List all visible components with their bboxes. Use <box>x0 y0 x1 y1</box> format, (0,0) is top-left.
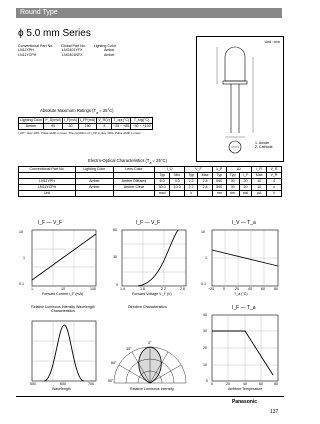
table-cell: 30 <box>226 185 239 191</box>
chart-plot <box>198 305 284 393</box>
table-cell: 4 <box>266 185 281 191</box>
angle-tick: 30° <box>126 347 132 351</box>
table-cell: 20 <box>239 179 252 185</box>
table-cell <box>76 191 114 197</box>
x-tick: 80 <box>274 382 278 386</box>
table-cell: Amber <box>19 124 44 130</box>
x-tick: 0 <box>211 382 213 386</box>
table-cell: 2.2 <box>185 185 198 191</box>
table-cell: Amber <box>76 179 114 185</box>
unit-label: Unit : mm <box>264 40 280 44</box>
eo-title-end: = 25°C) <box>151 158 167 163</box>
x-tick: 80 <box>274 287 278 291</box>
dimension-drawing-box <box>196 36 284 162</box>
pin-labels <box>255 141 273 150</box>
x-tick: 600 <box>60 382 66 386</box>
table-cell <box>113 191 154 197</box>
x-tick: 500 <box>30 382 36 386</box>
x-tick: 100 <box>90 287 96 291</box>
part-list-header: Global Part No. <box>61 44 86 48</box>
table-header: Min <box>170 173 185 179</box>
eo-title-sub: a <box>149 160 152 165</box>
table-cell: −30 ~ +100 <box>132 124 151 128</box>
y-tick: 0 <box>116 283 118 287</box>
x-tick: 10 <box>61 287 65 291</box>
table-cell: μA <box>252 191 267 197</box>
table-header: T_opr(°C) <box>113 118 130 122</box>
table-cell: Amber Clear <box>113 185 154 191</box>
pin-label: 2. Cathode <box>255 145 273 150</box>
table-cell: V <box>266 191 281 197</box>
part-list-cell: LNG401NFX <box>62 52 83 57</box>
chart-title: Directive Characteristics <box>128 305 167 309</box>
angle-tick: 90° <box>108 379 114 383</box>
y-tick: 10 <box>201 230 205 234</box>
series-title: ϕ 5.0 mm Series <box>18 28 91 39</box>
table-cell: LN11YCPH <box>19 185 76 191</box>
part-list-cell: LN11YCPH <box>18 52 37 57</box>
table-cell: mA <box>239 191 252 197</box>
table-cell: 10 <box>252 179 267 185</box>
table-header: V_R <box>266 167 281 173</box>
table-header: I_R <box>252 167 267 173</box>
abs-max-table <box>18 117 153 130</box>
x-tick: 2.6 <box>180 287 185 291</box>
part-list-cell: Amber <box>104 52 115 57</box>
table-header: Max <box>252 173 267 179</box>
table-header: Conventional Part No. <box>19 167 76 173</box>
x-tick: 40 <box>248 287 252 291</box>
x-tick: 2.2 <box>161 287 166 291</box>
table-header: λ_P <box>212 167 226 173</box>
page-header-bar <box>16 8 282 18</box>
table-cell: 2.8 <box>198 185 213 191</box>
y-tick: 0 <box>206 379 208 383</box>
chart-wavelength <box>18 305 102 393</box>
table-cell: 2.2 <box>185 179 198 185</box>
table-cell: 590 <box>212 185 226 191</box>
y-tick: 0.1 <box>201 282 206 286</box>
table-cell: Unit <box>19 191 76 197</box>
abs-max-title-end: = 25°C) <box>98 108 114 113</box>
x-tick: −20 <box>208 287 215 291</box>
abs-max-note: I_FP : duty 10%. Pulse width 1 msec. The condition of I_FP is duty 10%, Pulse width 1 msec. <box>18 131 142 135</box>
table-header: V_R <box>266 173 281 179</box>
y-tick: 60 <box>113 228 117 232</box>
table-header: Lighting Color <box>76 167 114 173</box>
table-header: T_stg(°C) <box>131 118 152 124</box>
chart-luminous-vs-current <box>18 220 102 298</box>
x-axis-label: Relative Luminous Intensity <box>130 387 174 391</box>
table-header: Δλ <box>226 167 252 173</box>
table-cell: 150 <box>78 124 96 130</box>
table-header: P_D(mW) <box>45 118 61 122</box>
y-tick: 1 <box>23 256 25 260</box>
table-cell: mcd <box>155 191 170 197</box>
x-axis-label: Forward Current I_F (mA) <box>42 292 84 296</box>
table-header: V_F <box>185 167 213 173</box>
table-header: I_F <box>239 173 252 179</box>
table-cell <box>170 191 185 197</box>
x-tick: 0 <box>223 287 225 291</box>
part-list-cell: LN11YPH <box>18 48 34 53</box>
part-list-header: Conventional Part No. <box>18 44 54 48</box>
table-header: Lighting Color <box>20 118 43 122</box>
table-cell: 8.0 <box>155 179 170 185</box>
table-header: Typ <box>212 173 226 179</box>
table-header: Typ <box>226 173 239 179</box>
table-cell: 590 <box>212 179 226 185</box>
page-header-title: Round Type <box>20 9 58 16</box>
table-cell: 30.0 <box>155 185 170 191</box>
eo-title <box>88 158 167 165</box>
brand-logo: Panasonic <box>232 399 258 405</box>
abs-max-title-text: Absolute Maximum Ratings (T <box>40 108 97 113</box>
chart-current-vs-temperature <box>198 305 284 393</box>
table-cell: 2.8 <box>198 179 213 185</box>
x-tick: 1.4 <box>120 287 125 291</box>
x-axis-label: Forward Voltage V_F (V) <box>132 292 172 296</box>
y-tick: 30 <box>203 329 207 333</box>
y-tick: 10 <box>19 230 23 234</box>
table-header: Max <box>198 173 213 179</box>
chart-current-vs-voltage <box>108 220 192 298</box>
y-tick: 20 <box>203 346 207 350</box>
table-cell: 4 <box>97 124 112 130</box>
table-cell: Amber Diffused <box>113 179 154 185</box>
chart-directive <box>108 305 192 393</box>
angle-tick: 60° <box>111 361 117 365</box>
x-tick: 1.8 <box>140 287 145 291</box>
x-tick: 20 <box>235 287 239 291</box>
chart-plot <box>108 305 192 393</box>
table-cell: nm <box>226 191 239 197</box>
chart-title: I_F — V_F <box>38 220 63 226</box>
abs-max-title <box>40 108 114 115</box>
part-list-cell: Amber <box>104 48 115 53</box>
part-list-header: Lighting Color <box>93 44 116 48</box>
x-axis-label: Ambient Temperature <box>228 387 263 391</box>
y-tick: 30 <box>113 255 117 259</box>
table-cell: 10 <box>252 185 267 191</box>
y-tick: 1 <box>205 256 207 260</box>
table-cell <box>198 191 213 197</box>
chart-title: I_F — V_F <box>136 220 161 226</box>
table-cell: LN11YPH <box>19 179 76 185</box>
table-cell: 90 <box>44 124 63 130</box>
table-header: Typ <box>185 173 198 179</box>
table-cell: Amber <box>76 185 114 191</box>
y-tick: 40 <box>203 313 207 317</box>
table-cell: 30 <box>62 124 78 130</box>
table-cell: 4 <box>266 179 281 185</box>
chart-title: Relative Luminous Intensity Wavelength Characteristics <box>31 305 95 314</box>
chart-plot <box>18 305 102 393</box>
y-tick: 0.1 <box>19 282 24 286</box>
table-cell: 30 <box>226 179 239 185</box>
x-tick: 60 <box>259 382 263 386</box>
table-header: I_F(mA) <box>63 118 77 122</box>
eo-title-text: Electro-Optical Characteristics (T <box>88 158 150 163</box>
footer-divider <box>16 396 284 397</box>
part-list-cell: LNG401YFX <box>62 48 83 53</box>
x-axis-label: T_a (°C) <box>234 292 248 296</box>
table-header: Typ <box>155 173 170 179</box>
x-axis-label: Wavelength <box>52 387 71 391</box>
y-tick: 10 <box>203 363 207 367</box>
chart-title: I_V — T_a <box>232 220 256 226</box>
x-tick: 20 <box>226 382 230 386</box>
table-header: I_O <box>155 167 185 173</box>
page-number: 137 <box>270 409 279 415</box>
x-tick: 1 <box>31 287 33 291</box>
x-tick: 700 <box>88 382 94 386</box>
table-cell: 10.0 <box>170 185 185 191</box>
part-list <box>18 44 116 57</box>
table-cell: −25 ~ +85 <box>113 124 130 128</box>
chart-title: I_F — T_a <box>232 305 256 311</box>
table-cell: V <box>185 191 198 197</box>
pin-label: 1. Anode <box>255 141 270 145</box>
x-tick: 40 <box>243 382 247 386</box>
eo-table <box>18 166 282 197</box>
chart-luminous-vs-temperature <box>198 220 284 298</box>
table-header: Lens Color <box>113 167 154 173</box>
table-row <box>19 124 153 130</box>
table-cell: 20 <box>239 185 252 191</box>
table-cell: 3.0 <box>170 179 185 185</box>
abs-max-title-sub: a <box>96 110 99 115</box>
x-tick: 60 <box>261 287 265 291</box>
table-header: I_FP(mA) <box>79 118 96 122</box>
angle-tick: 0° <box>148 341 152 345</box>
table-header: V_R(V) <box>98 118 111 122</box>
table-cell: nm <box>212 191 226 197</box>
table-row <box>19 191 282 197</box>
